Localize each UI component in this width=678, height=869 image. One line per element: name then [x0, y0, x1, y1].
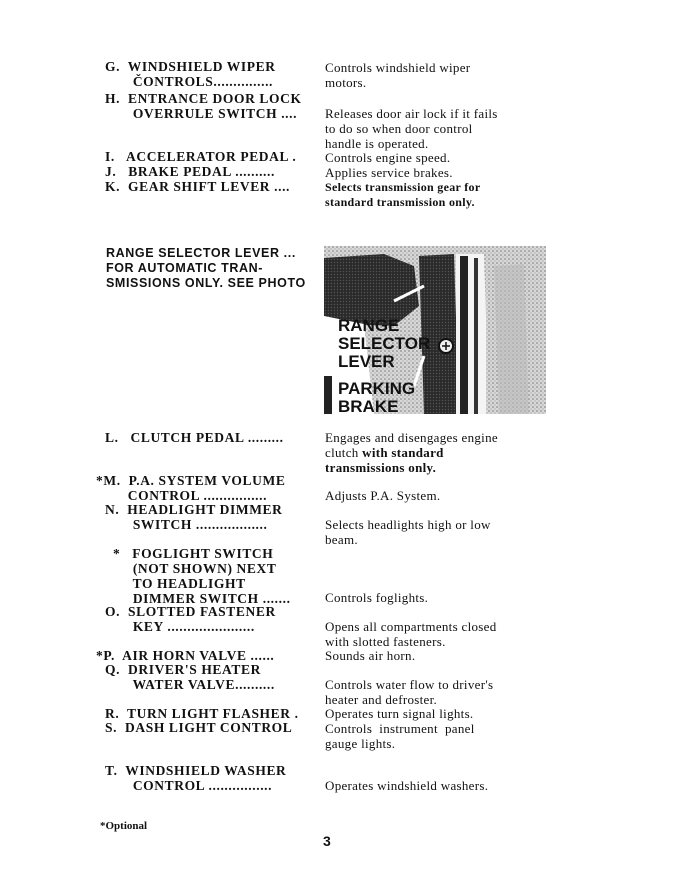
- item-desc-l-text: Engages and disengages engine clutch: [325, 430, 498, 460]
- callout-parking-line2: BRAKE: [338, 397, 399, 414]
- item-label-l: L. CLUTCH PEDAL .........: [105, 430, 284, 445]
- item-desc-k: Selects transmission gear for standard transmission only.: [325, 180, 481, 209]
- item-desc-q: Controls water flow to driver's heater and defroster.: [325, 677, 494, 707]
- item-label-o: O. SLOTTED FASTENER KEY ......................: [105, 604, 276, 634]
- page-number: 3: [323, 833, 331, 849]
- item-desc-m: Adjusts P.A. System.: [325, 488, 441, 503]
- callout-range-line2: SELECTOR: [338, 334, 431, 353]
- callout-range-line1: RANGE: [338, 316, 400, 335]
- item-desc-n: Selects headlights high or low beam.: [325, 517, 491, 547]
- item-desc-t: Operates windshield washers.: [325, 778, 489, 793]
- item-label-n: N. HEADLIGHT DIMMER SWITCH ..................: [105, 502, 283, 532]
- item-desc-g: Controls windshield wiper motors.: [325, 60, 471, 90]
- item-desc-p: Sounds air horn.: [325, 648, 416, 663]
- item-label-g: G. WINDSHIELD WIPER ČONTROLS...............: [105, 59, 276, 89]
- item-label-t: T. WINDSHIELD WASHER CONTROL ................: [105, 763, 287, 793]
- item-label-i: I. ACCELERATOR PEDAL .: [105, 149, 297, 164]
- item-desc-r: Operates turn signal lights.: [325, 706, 474, 721]
- item-label-p: *P. AIR HORN VALVE ......: [96, 648, 275, 663]
- item-desc-s: Controls instrument panel gauge lights.: [325, 721, 475, 751]
- item-label-s: S. DASH LIGHT CONTROL: [105, 720, 293, 735]
- item-desc-i: Controls engine speed.: [325, 150, 451, 165]
- item-desc-foglight: Controls foglights.: [325, 590, 429, 605]
- item-desc-l: [325, 430, 498, 475]
- footnote: *Optional: [100, 820, 148, 832]
- item-desc-o: Opens all compartments closed with slotted fasteners.: [325, 619, 497, 649]
- item-label-foglight: * FOGLIGHT SWITCH (NOT SHOWN) NEXT TO HEADLIGHT DIMMER SWITCH .......: [112, 546, 291, 606]
- callout-range-line3: LEVER: [338, 352, 395, 371]
- range-selector-note: RANGE SELECTOR LEVER ... FOR AUTOMATIC TRAN- SMISSIONS ONLY. SEE PHOTO: [106, 246, 306, 290]
- item-desc-l-bold: with standard transmissions only.: [325, 445, 444, 475]
- item-label-j: J. BRAKE PEDAL ..........: [105, 164, 275, 179]
- item-label-r: R. TURN LIGHT FLASHER .: [105, 706, 299, 721]
- item-label-k: K. GEAR SHIFT LEVER ....: [105, 179, 291, 194]
- item-desc-h: Releases door air lock if it fails to do so when door control handle is operated.: [325, 106, 498, 151]
- item-label-m: *M. P.A. SYSTEM VOLUME CONTROL ................: [96, 473, 286, 503]
- item-label-h: H. ENTRANCE DOOR LOCK OVERRULE SWITCH ....: [105, 91, 302, 121]
- item-label-q: Q. DRIVER'S HEATER WATER VALVE..........: [105, 662, 275, 692]
- range-selector-photo: [324, 246, 546, 414]
- callout-parking-line1: PARKING: [338, 379, 416, 398]
- item-desc-j: Applies service brakes.: [325, 165, 453, 180]
